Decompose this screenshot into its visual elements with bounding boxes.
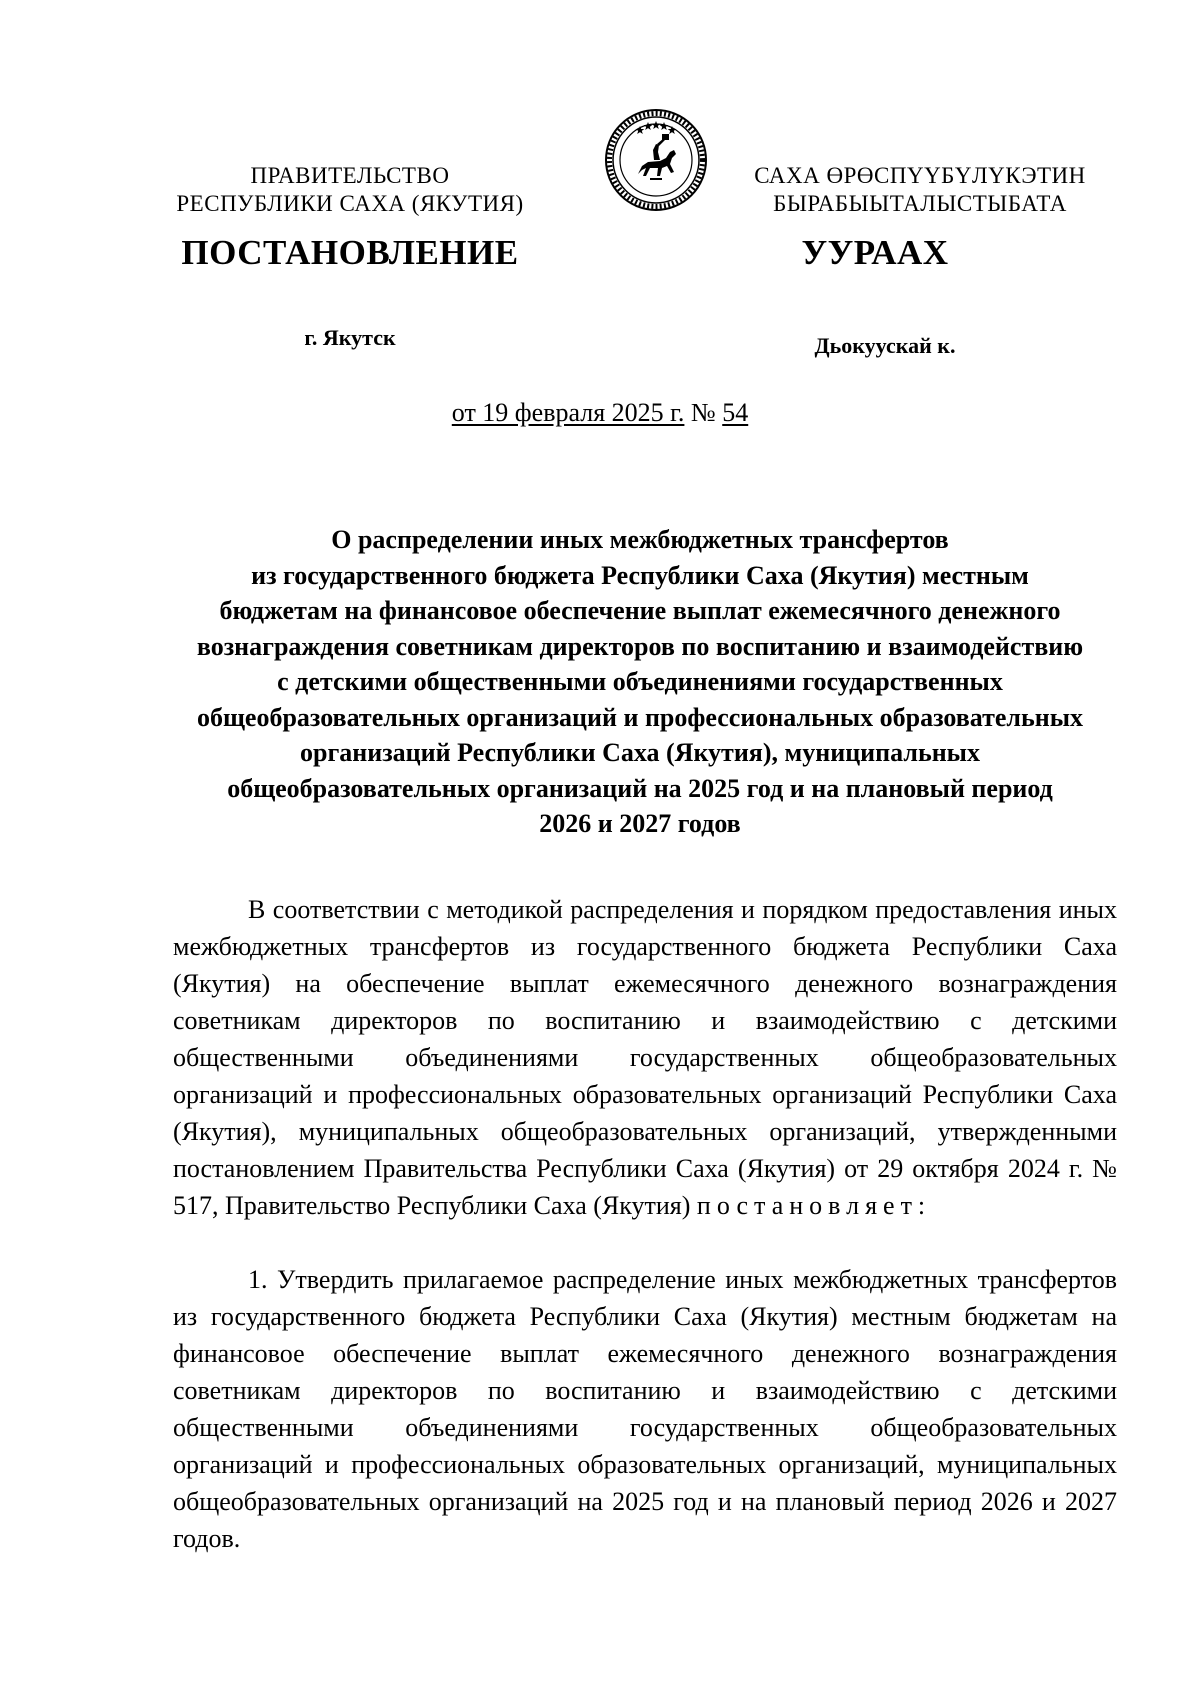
coat-of-arms-emblem [604, 108, 708, 212]
document-date: от 19 февраля 2025 г. [451, 398, 685, 427]
government-name-sakha [720, 162, 1120, 218]
clause-1-text: 1. Утвердить прилагаемое распределение иных межбюджетных трансфертов из государственного бюджета Республики Саха (Якутия) местным бюджетам на финансовое обеспечение выплат ежемесячного денежного вознаграждения советникам директоров по воспитанию и взаимодействию с детскими общественными объединениями государственных общеобразовательных организаций и профессиональных образовательных организаций, муниципальных общеобразовательных организаций на 2025 год и на плановый период 2026 и 2027 годов. [173, 1265, 1117, 1553]
title-line: из государственного бюджета Республики Саха (Якутия) местным [251, 560, 1029, 590]
date-line [0, 398, 1200, 428]
government-name-sakha-line2: БЫРАБЫЫТАЛЫСТЫБАТА [773, 191, 1067, 216]
doc-type-sakha: УУРААХ [801, 233, 949, 272]
government-name-ru-line1: ПРАВИТЕЛЬСТВО [250, 163, 450, 188]
doc-type-ru: ПОСТАНОВЛЕНИЕ [181, 233, 519, 272]
title-line: общеобразовательных организаций на 2025 год и на плановый период [227, 773, 1053, 803]
emblem-icon [604, 108, 708, 212]
government-name-sakha-line1: САХА ӨРӨСПҮҮБҮЛҮКЭТИН [754, 163, 1086, 188]
document-title [160, 522, 1120, 842]
number-sign: № [690, 398, 716, 427]
clause-1-paragraph [173, 1261, 1117, 1557]
title-line: бюджетам на финансовое обеспечение выплат ежемесячного денежного [219, 596, 1061, 625]
title-line: О распределении иных межбюджетных трансфертов [331, 525, 949, 554]
title-line: организаций Республики Саха (Якутия), муниципальных [300, 738, 980, 767]
document-number: 54 [722, 398, 749, 427]
city-ru: г. Якутск [304, 325, 396, 350]
city-sakha: Дьокуускай к. [814, 333, 956, 358]
title-line: общеобразовательных организаций и профессиональных образовательных [196, 702, 1084, 732]
title-line: 2026 и 2027 годов [539, 809, 741, 838]
title-line: с детскими общественными объединениями государственных [277, 667, 1003, 696]
preamble-text: В соответствии с методикой распределения и порядком предоставления иных межбюджетных трансфертов из государственного бюджета Республики Саха (Якутия) на обеспечение выплат ежемесячного денежного вознаграждения советникам директоров по воспитанию и взаимодействию с детскими общественными объединениями государственных общеобразовательных организаций и профессиональных образовательных организаций Республики Саха (Якутия), муниципальных общеобразовательных организаций, утвержденными постановлением Правительства Республики Саха (Якутия) от 29 октября 2024 г. № 517, Правительство Республики Саха (Якутия) [173, 895, 1117, 1220]
preamble-paragraph [173, 891, 1117, 1224]
government-name-ru [160, 162, 540, 218]
resolves-word: постановляет: [696, 1191, 932, 1220]
title-line: вознаграждения советникам директоров по воспитанию и взаимодействию [196, 631, 1084, 661]
government-name-ru-line2: РЕСПУБЛИКИ САХА (ЯКУТИЯ) [176, 191, 524, 216]
